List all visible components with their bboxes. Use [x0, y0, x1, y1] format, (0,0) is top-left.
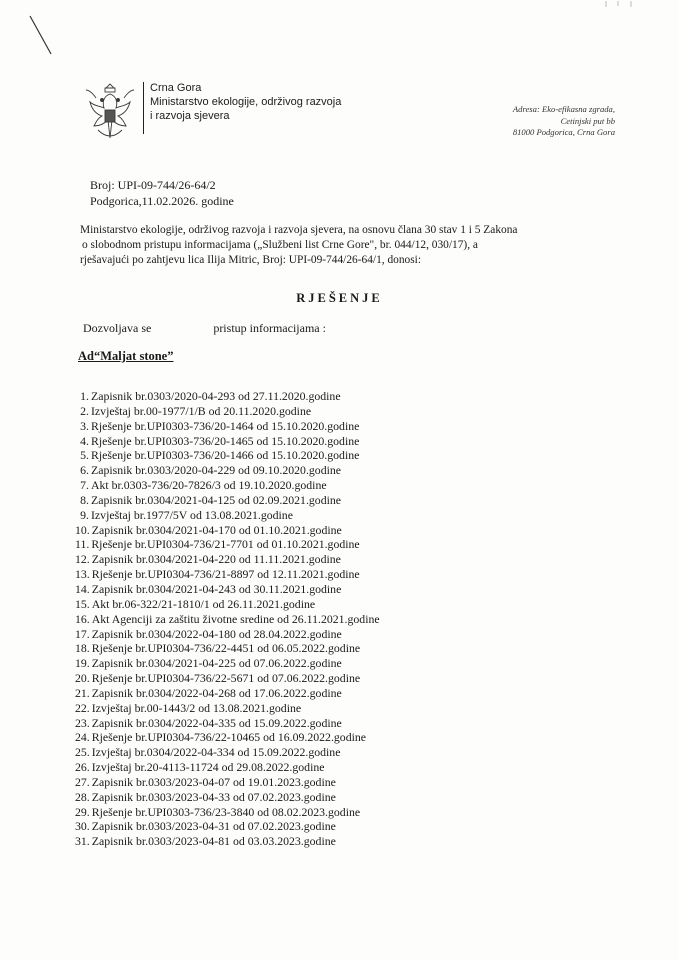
intro-paragraph [80, 223, 620, 269]
list-item-number: 23. [75, 715, 90, 730]
list-item-number: 31. [75, 834, 90, 849]
list-item-number: 25. [75, 745, 90, 760]
list-item-text: Izvještaj br.00-1977/1/B od 20.11.2020.godine [91, 403, 312, 418]
country-name: Crna Gora [150, 82, 202, 94]
list-item [75, 641, 380, 656]
list-item-text: Zapisnik br.0303/2023-04-33 od 07.02.2023.godine [91, 789, 336, 804]
list-item-number: 20. [75, 671, 90, 686]
list-item-number: 22. [75, 700, 90, 715]
list-item [75, 582, 380, 597]
list-item [75, 597, 380, 612]
list-item-number: 19. [75, 656, 90, 671]
list-item [75, 404, 380, 419]
list-item [75, 805, 380, 820]
list-item-number: 2. [80, 403, 89, 418]
list-item [75, 656, 380, 671]
list-item [75, 493, 380, 508]
coat-of-arms-icon [84, 80, 136, 142]
ministry-name-line-1: Ministarstvo ekologije, održivog razvoja [150, 96, 342, 109]
list-item [75, 434, 380, 449]
list-item-number: 16. [75, 611, 90, 626]
decision-title: RJEŠENJE [296, 291, 383, 305]
list-item [75, 448, 380, 463]
ministry-name-line-2: i razvoja sjevera [150, 110, 230, 123]
list-item [75, 552, 380, 567]
list-item-number: 4. [80, 433, 89, 448]
place-and-date: Podgorica,11.02.2026. godine [90, 193, 234, 208]
list-item [75, 790, 380, 805]
corner-scan-mark [604, 0, 634, 8]
list-item-text: Akt br.06-322/21-1810/1 od 26.11.2021.godine [91, 596, 316, 611]
list-item-text: Zapisnik br.0303/2020-04-293 od 27.11.2020.godine [91, 389, 341, 403]
list-item-text: Izvještaj br.1977/5V od 13.08.2021.godine [91, 507, 293, 522]
list-item-number: 17. [75, 626, 90, 641]
list-item-text: Rješenje br.UPI0304-736/21-8897 od 12.11.2021.godine [91, 567, 360, 582]
list-item-text: Akt Agenciji za zaštitu životne sredine od 26.11.2021.godine [91, 611, 380, 626]
list-item [75, 567, 380, 582]
list-item [75, 671, 380, 686]
list-item-number: 12. [75, 552, 90, 567]
list-item-number: 1. [80, 389, 89, 403]
intro-line-3: rješavajući po zahtjevu lica Ilija Mitric, Broj: UPI-09-744/26-64/1, donosi: [80, 254, 422, 267]
list-item-text: Zapisnik br.0304/2022-04-268 od 17.06.2022.godine [91, 685, 342, 700]
list-item [75, 819, 380, 834]
list-item-text: Akt br.0303-736/20-7826/3 od 19.10.2020.godine [91, 478, 327, 493]
ministry-address [513, 104, 615, 139]
list-item-text: Zapisnik br.0303/2023-04-31 od 07.02.2023.godine [91, 819, 336, 834]
list-item-text: Zapisnik br.0304/2021-04-243 od 30.11.2021.godine [91, 581, 342, 596]
list-item [75, 508, 380, 523]
list-item [75, 523, 380, 538]
list-item-text: Zapisnik br.0303/2020-04-229 od 09.10.2020.godine [91, 463, 342, 478]
list-item [75, 686, 380, 701]
list-item-number: 11. [75, 537, 90, 552]
list-item-text: Izvještaj br.00-1443/2 od 13.08.2021.godine [91, 700, 302, 715]
list-item [75, 478, 380, 493]
list-item-number: 27. [75, 774, 90, 789]
list-item-text: Rješenje br.UPI0304-736/22-5671 od 07.06.2022.godine [91, 671, 361, 686]
letterhead-divider [143, 82, 144, 134]
list-item-number: 28. [75, 789, 90, 804]
list-item-number: 3. [80, 418, 89, 433]
list-item-number: 13. [75, 567, 90, 582]
intro-line-1: Ministarstvo ekologije, održivog razvoja i razvoja sjevera, na osnovu člana 30 stav 1 i 5 Zakona [80, 224, 518, 236]
address-line-1: Adresa: Eko-efikasna zgrada, [512, 104, 615, 114]
list-item-text: Rješenje br.UPI0303-736/23-3840 od 08.02.2023.godine [91, 804, 361, 819]
list-item [75, 612, 380, 627]
list-item-number: 5. [80, 448, 89, 463]
list-item-text: Rješenje br.UPI0303-736/20-1464 od 15.10.2020.godine [91, 418, 360, 433]
list-item-text: Rješenje br.UPI0304-736/21-7701 od 01.10.2021.godine [91, 537, 360, 552]
list-item [75, 389, 380, 404]
address-line-2: Cetinjski put bb [560, 115, 615, 126]
reference-block [90, 178, 234, 209]
list-item-number: 18. [75, 641, 90, 656]
list-item-text: Rješenje br.UPI0304-736/22-4451 od 06.05.2022.godine [91, 641, 361, 656]
list-item-number: 29. [75, 804, 90, 819]
list-item-text: Izvještaj br.0304/2022-04-334 od 15.09.2022.godine [91, 745, 341, 760]
subject-heading: Ad“Maljat stone” [78, 349, 174, 363]
list-item-text: Izvještaj br.20-4113-11724 od 29.08.2022.godine [91, 760, 325, 775]
list-item-text: Zapisnik br.0303/2023-04-07 od 19.01.2023.godine [91, 774, 336, 789]
list-item-number: 9. [80, 507, 89, 522]
list-item [75, 760, 380, 775]
list-item-number: 6. [80, 463, 89, 478]
list-item-text: Zapisnik br.0304/2022-04-335 od 15.09.2022.godine [91, 715, 342, 730]
list-item [75, 701, 380, 716]
list-item-number: 15. [75, 596, 90, 611]
list-item-number: 10. [75, 522, 90, 537]
list-item-text: Zapisnik br.0304/2022-04-180 od 28.04.2022.godine [91, 626, 342, 641]
list-item-number: 8. [80, 492, 89, 507]
list-item-text: Zapisnik br.0304/2021-04-125 od 02.09.2021.godine [91, 492, 342, 507]
list-item-text: Zapisnik br.0303/2023-04-81 od 03.03.2023.godine [91, 834, 336, 849]
list-item [75, 463, 380, 478]
grant-text-after: pristup informacijama : [213, 321, 326, 335]
list-item [75, 419, 380, 434]
list-item-text: Zapisnik br.0304/2021-04-170 od 01.10.2021.godine [91, 522, 342, 537]
pen-stroke-mark [28, 14, 54, 56]
grant-statement [83, 321, 326, 336]
list-item [75, 775, 380, 790]
reference-number: Broj: UPI-09-744/26-64/2 [90, 178, 216, 192]
address-line-3: 81000 Podgorica, Crna Gora [512, 127, 615, 137]
intro-line-2: o slobodnom pristupu informacijama („Službeni list Crne Gore", br. 044/12, 030/17), a [82, 239, 478, 252]
list-item [75, 627, 380, 642]
list-item-number: 24. [75, 730, 90, 745]
list-item [75, 537, 380, 552]
grant-text-before: Dozvoljava se [83, 321, 152, 335]
list-item [75, 716, 380, 731]
list-item-text: Rješenje br.UPI0304-736/22-10465 od 16.09.2022.godine [91, 730, 367, 745]
list-item-text: Zapisnik br.0304/2021-04-220 od 11.11.2021.godine [91, 552, 341, 567]
list-item-text: Rješenje br.UPI0303-736/20-1465 od 15.10.2020.godine [91, 433, 360, 448]
list-item-number: 26. [75, 760, 90, 775]
list-item-number: 21. [75, 685, 90, 700]
document-list [75, 389, 380, 849]
list-item-text: Zapisnik br.0304/2021-04-225 od 07.06.2022.godine [91, 656, 342, 671]
list-item-text: Rješenje br.UPI0303-736/20-1466 od 15.10.2020.godine [91, 448, 360, 463]
list-item-number: 7. [80, 478, 89, 493]
list-item [75, 834, 380, 849]
list-item-number: 14. [75, 581, 90, 596]
ministry-letterhead [150, 81, 341, 124]
list-item [75, 745, 380, 760]
list-item-number: 30. [75, 819, 90, 834]
list-item [75, 730, 380, 745]
